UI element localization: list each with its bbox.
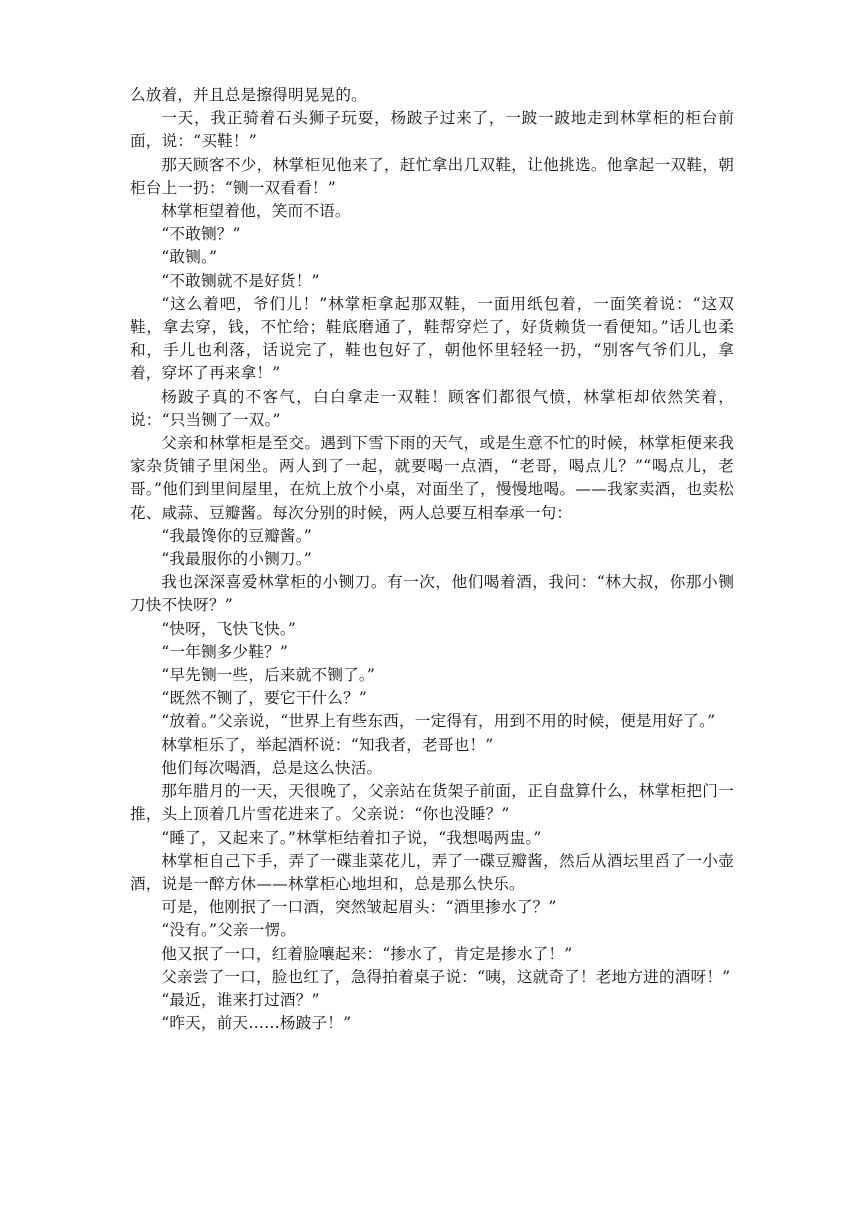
dialogue-line: “早先铡一些，后来就不铡了。” — [161, 666, 376, 685]
dialogue-line: “我最馋你的豆瓣酱。” — [161, 526, 312, 545]
paragraph: 他又抿了一口，红着脸嚷起来：“掺水了，肯定是掺水了！” — [161, 944, 573, 963]
dialogue-line: “快呀，飞快飞快。” — [161, 619, 297, 638]
paragraph: 那年腊月的一天，天很晚了，父亲站在货架子前面，正自盘算什么，林掌柜把门一推，头上顶着几片雪花进来了。父亲说：“你也没睡？” — [130, 782, 734, 824]
paragraph: 父亲和林掌柜是至交。遇到下雪下雨的天气，或是生意不忙的时候，林掌柜便来我家杂货铺子里闲坐。两人到了一起，就要喝一点酒，“老哥，喝点儿？”“喝点儿，老哥。”他们到里间屋里，在炕上放个小桌，对面坐了，慢慢地喝。——我家卖酒，也卖松花、咸蒜、豆瓣酱。每次分别的时候，两人总要互相奉承一句： — [130, 434, 734, 522]
dialogue-line: “既然不铡了，要它干什么？” — [161, 689, 368, 708]
dialogue-line: “敢铡。” — [161, 248, 218, 267]
dialogue-line: “没有。”父亲一愣。 — [161, 921, 297, 940]
dialogue-line: “最近，谁来打过酒？” — [161, 990, 320, 1009]
paragraph: 那天顾客不少，林掌柜见他来了，赶忙拿出几双鞋，让他挑选。他拿起一双鞋，朝柜台上一扔：“铡一双看看！” — [130, 155, 734, 197]
dialogue-line: “昨天，前天……杨跛子！” — [161, 1014, 352, 1033]
paragraph: 他们每次喝酒，总是这么快活。 — [161, 758, 383, 777]
dialogue-line: “不敢铡就不是好货！” — [161, 271, 320, 290]
paragraph: 一天，我正骑着石头狮子玩耍，杨跛子过来了，一跛一跛地走到林掌柜的柜台前面，说：“买鞋！” — [130, 109, 734, 151]
paragraph: “睡了，又起来了。”林掌柜结着扣子说，“我想喝两盅。” — [161, 828, 542, 847]
paragraph: 我也深深喜爱林掌柜的小铡刀。有一次，他们喝着酒，我问：“林大叔，你那小铡刀快不快呀？” — [130, 573, 734, 615]
dialogue-line: “我最服你的小铡刀。” — [161, 550, 312, 569]
dialogue-line: “不敢铡？” — [161, 225, 241, 244]
paragraph: 林掌柜自己下手，弄了一碟韭菜花儿，弄了一碟豆瓣酱，然后从酒坛里舀了一小壶酒，说是一醉方休——林掌柜心地坦和，总是那么快乐。 — [130, 851, 734, 893]
paragraph: 林掌柜乐了，举起酒杯说：“知我者，老哥也！” — [161, 735, 494, 754]
paragraph: 父亲尝了一口，脸也红了，急得拍着桌子说：“咦，这就奇了！老地方进的酒呀！” — [161, 967, 731, 986]
paragraph: 林掌柜望着他，笑而不语。 — [161, 202, 351, 221]
paragraph: 可是，他刚抿了一口酒，突然皱起眉头：“酒里掺水了？” — [161, 898, 557, 917]
document-body — [130, 84, 734, 1035]
paragraph: “这么着吧，爷们儿！”林掌柜拿起那双鞋，一面用纸包着，一面笑着说：“这双鞋，拿去穿，钱，不忙给；鞋底磨通了，鞋帮穿烂了，好货赖货一看便知。”话儿也柔和，手儿也利落，话说完了，鞋也包好了，朝他怀里轻轻一扔，“别客气爷们儿，拿着，穿坏了再来拿！” — [130, 294, 734, 383]
dialogue-line: “一年铡多少鞋？” — [161, 642, 289, 661]
paragraph: “放着。”父亲说，“世界上有些东西，一定得有，用到不用的时候，便是用好了。” — [161, 712, 716, 731]
paragraph: 么放着，并且总是擦得明晃晃的。 — [130, 86, 367, 104]
paragraph: 杨跛子真的不客气，白白拿走一双鞋！顾客们都很气愤，林掌柜却依然笑着，说：“只当铡了一双。” — [130, 387, 734, 429]
